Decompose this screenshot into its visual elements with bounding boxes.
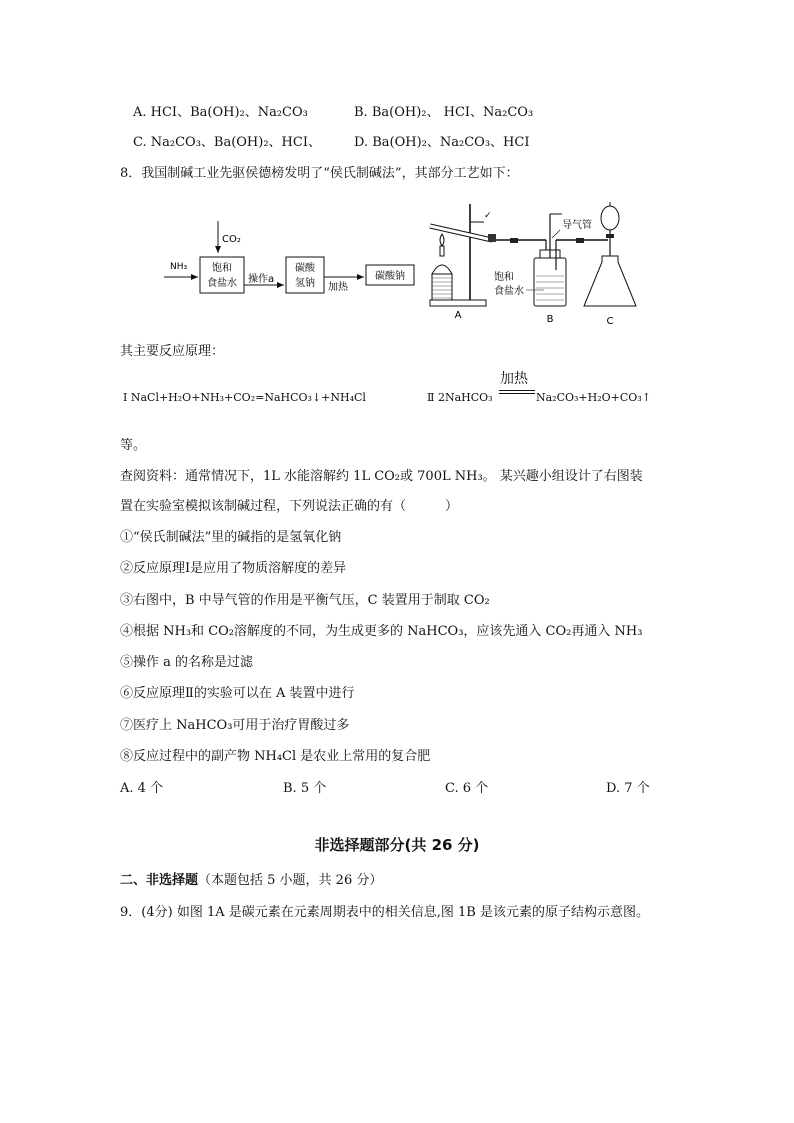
equation-2-right: Na₂CO₃+H₂O+CO₃↑ <box>536 391 651 404</box>
q7-option-c: C. Na₂CO₃、Ba(OH)₂、HCI、 <box>133 135 321 150</box>
equation-2-equals <box>499 390 535 394</box>
equation-2-left: Ⅱ 2NaHCO₃ <box>427 391 493 404</box>
apparatus-label-b: B <box>546 314 554 325</box>
q8-option-d: D. 7 个 <box>606 781 650 796</box>
statement-2: ②反应原理Ⅰ是应用了物质溶解度的差异 <box>120 561 347 576</box>
flow-box-brine-line2: 食盐水 <box>207 278 237 289</box>
statement-6: ⑥反应原理Ⅱ的实验可以在 A 装置中进行 <box>120 686 355 701</box>
section2-note: （本题包括 5 小题，共 26 分） <box>198 873 383 888</box>
statement-5: ⑤操作 a 的名称是过滤 <box>120 655 254 670</box>
principle-heading: 其主要反应原理： <box>120 344 225 359</box>
flow-nh3-label: NH₃ <box>170 262 188 272</box>
q7-option-d: D. Ba(OH)₂、Na₂CO₃、HCI <box>354 135 530 150</box>
svg-text:✓: ✓ <box>484 211 492 221</box>
equation-2-condition: 加热 <box>500 371 528 387</box>
equation-1: Ⅰ NaCl+H₂O+NH₃+CO₂=NaHCO₃↓+NH₄Cl <box>123 391 366 404</box>
q8-option-a: A. 4 个 <box>120 781 164 796</box>
reference-line-2: 置在实验室模拟该制碱过程，下列说法正确的有（ ） <box>120 499 459 514</box>
flow-box-bicarbonate-line2: 氢钠 <box>295 278 315 289</box>
process-flowchart <box>160 215 420 295</box>
statement-7: ⑦医疗上 NaHCO₃可用于治疗胃酸过多 <box>120 718 350 733</box>
apparatus-brine-line1: 饱和 <box>494 272 514 283</box>
statement-1: ①“侯氏制碱法”里的碱指的是氢氧化钠 <box>120 530 342 545</box>
apparatus-label-a: A <box>454 310 462 321</box>
statement-4: ④根据 NH₃和 CO₂溶解度的不同，为生成更多的 NaHCO₃，应该先通入 CO₂再通入 NH₃ <box>120 624 643 639</box>
statement-8: ⑧反应过程中的副产物 NH₄Cl 是农业上常用的复合肥 <box>120 749 431 764</box>
q8-stem: 8．我国制碱工业先驱侯德榜发明了“侯氏制碱法”，其部分工艺如下： <box>120 166 519 181</box>
flow-box-carbonate-label: 碳酸钠 <box>375 271 405 282</box>
q7-option-a: A. HCI、Ba(OH)₂、Na₂CO₃ <box>133 105 308 120</box>
q9-stem: 9．(4分) 如图 1A 是碳元素在元素周期表中的相关信息,图 1B 是该元素的原子结构示意图。 <box>120 905 649 920</box>
flow-op-a-label: 操作a <box>248 274 275 285</box>
apparatus-diagram <box>422 200 666 330</box>
reference-line-1: 查阅资料：通常情况下，1L 水能溶解约 1L CO₂或 700L NH₃。 某兴趣小组设计了右图装 <box>120 469 643 484</box>
q8-option-c: C. 6 个 <box>445 781 489 796</box>
apparatus-label-c: C <box>606 316 614 327</box>
q8-option-b: B. 5 个 <box>283 781 327 796</box>
statement-3: ③右图中，B 中导气管的作用是平衡气压，C 装置用于制取 CO₂ <box>120 593 490 608</box>
section2-heading: 二、非选择题 <box>120 873 199 888</box>
q7-option-b: B. Ba(OH)₂、 HCI、Na₂CO₃ <box>354 105 534 120</box>
apparatus-gas-tube-label: 导气管 <box>562 220 592 231</box>
etc-text: 等。 <box>120 438 147 453</box>
flow-co2-label: CO₂ <box>222 234 241 245</box>
flow-heat-label: 加热 <box>328 282 348 293</box>
apparatus-brine-line2: 食盐水 <box>494 286 524 297</box>
section-title: 非选择题部分(共 26 分) <box>314 836 480 854</box>
flow-box-bicarbonate-line1: 碳酸 <box>295 263 315 274</box>
flow-box-brine-line1: 饱和 <box>212 263 232 274</box>
